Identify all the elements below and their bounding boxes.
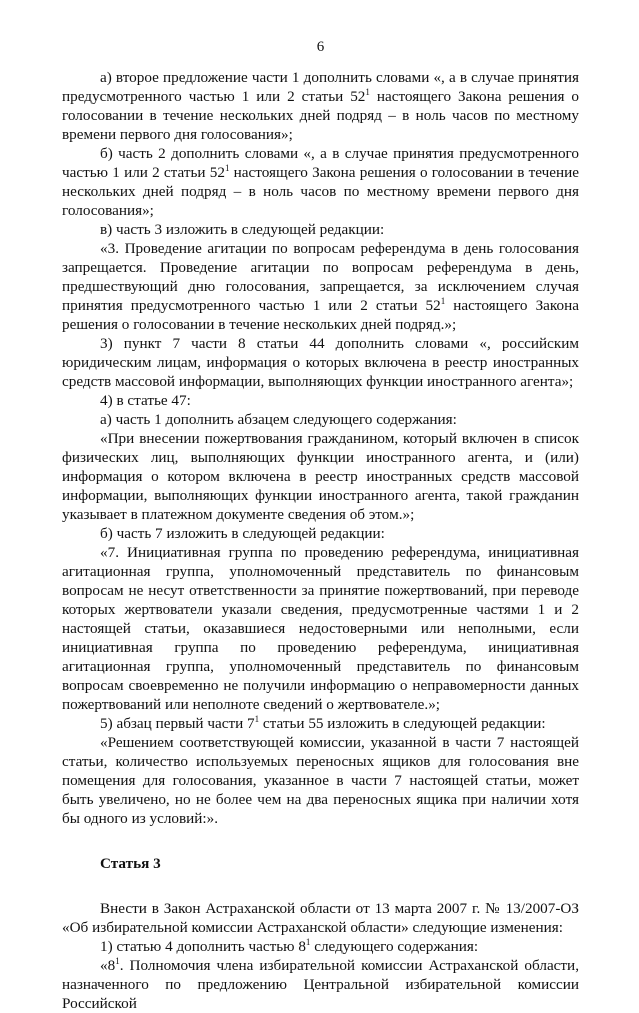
paragraph-text: настоящего Закона решения о голосовании в течение нескольких дней подряд.»; — [62, 297, 579, 333]
paragraph-text: «При внесении пожертвования гражданином, который включен в список физических лиц, выполняющих функции иностранного агента, и (или) информация о котором включена в реестр иностранных средств массовой информации, выполняющих функции иностранного агента, такой гражданин указывает в платежном документе сведения об этом.»; — [62, 430, 579, 523]
paragraph — [62, 733, 579, 828]
paragraph — [62, 334, 579, 391]
paragraph — [62, 220, 579, 239]
superscript: 1 — [440, 296, 446, 306]
superscript: 1 — [115, 956, 120, 966]
paragraph — [62, 68, 579, 144]
paragraph-text: 4) в статье 47: — [100, 392, 191, 409]
superscript: 1 — [224, 163, 230, 173]
paragraph-text: Внести в Закон Астраханской области от 13 марта 2007 г. № 13/2007-ОЗ «Об избирательной комиссии Астраханской области» следующие изменения: — [62, 900, 579, 936]
paragraph-text: статьи 55 изложить в следующей редакции: — [259, 715, 546, 732]
paragraph — [62, 714, 579, 733]
paragraph-text: настоящего Закона решения о голосовании в течение нескольких дней подряд – в ноль часов по местному времени первого дня голосования»; — [62, 164, 580, 219]
superscript: 1 — [254, 714, 260, 724]
paragraph — [62, 239, 579, 334]
paragraph-text: б) часть 7 изложить в следующей редакции: — [100, 525, 385, 542]
paragraph — [62, 524, 579, 543]
paragraph — [62, 410, 579, 429]
superscript: 1 — [305, 937, 311, 947]
paragraph-text: следующего содержания: — [310, 938, 479, 955]
paragraph-text: «7. Инициативная группа по проведению референдума, инициативная агитационная группа, уполномоченный представитель по финансовым вопросам не несут ответственности за принятие пожертвований, при переводе которых жертвователи указали сведения, предусмотренные частями 1 и 2 настоящей статьи, оказавшиеся недостоверными или неполными, если инициативная группа по проведению референдума, инициативная агитационная группа, уполномоченный представитель по финансовым вопросам своевременно не получили информацию о неправомерности данных пожертвований или неполноте сведений о жертвователе.»; — [62, 544, 579, 713]
paragraph-text: «8 — [100, 957, 116, 974]
body-text-before-article — [62, 68, 579, 828]
paragraph-text: настоящего Закона решения о голосовании в течение нескольких дней подряд – в ноль часов по местному времени первого дня голосования»; — [62, 88, 579, 143]
paragraph — [62, 937, 579, 956]
paragraph — [62, 429, 579, 524]
article-heading: Статья 3 — [100, 855, 161, 872]
paragraph-text: 1) статью 4 дополнить частью 8 — [100, 938, 306, 955]
paragraph-text: а) второе предложение части 1 дополнить словами «, а в случае принятия предусмотренного частью 1 или 2 статьи 52 — [62, 69, 579, 105]
paragraph-text: 3) пункт 7 части 8 статьи 44 дополнить словами «, российским юридическим лицам, информация о которых включена в реестр иностранных средств массовой информации, выполняющих функции иностранного агента»; — [62, 335, 579, 390]
paragraph-text: . Полномочия члена избирательной комиссии Астраханской области, назначенного по предложению Центральной избирательной комиссии Российской — [62, 957, 579, 1012]
superscript: 1 — [365, 87, 370, 97]
paragraph — [62, 956, 579, 1013]
body-text-after-article — [62, 899, 579, 1013]
paragraph-text: б) часть 2 дополнить словами «, а в случае принятия предусмотренного частью 1 или 2 статьи 52 — [62, 145, 579, 181]
paragraph — [62, 391, 579, 410]
page-number: 6 — [316, 39, 325, 55]
paragraph-text: «Решением соответствующей комиссии, указанной в части 7 настоящей статьи, количество используемых переносных ящиков для голосования вне помещения для голосования, указанное в части 7 настоящей статьи, может быть увеличено, но не более чем на два переносных ящика при наличии хотя бы одного из условий:». — [62, 734, 579, 827]
paragraph — [62, 543, 579, 714]
paragraph-text: а) часть 1 дополнить абзацем следующего содержания: — [100, 411, 457, 428]
paragraph-text: в) часть 3 изложить в следующей редакции: — [100, 221, 385, 238]
paragraph — [62, 144, 579, 220]
paragraph-text: 5) абзац первый части 7 — [100, 715, 255, 732]
paragraph-text: «3. Проведение агитации по вопросам референдума в день голосования запрещается. Проведение агитации по вопросам референдума в день, предшествующий дню голосования, запрещается, за исключением случая принятия предусмотренного частью 1 или 2 статьи 52 — [62, 240, 579, 314]
